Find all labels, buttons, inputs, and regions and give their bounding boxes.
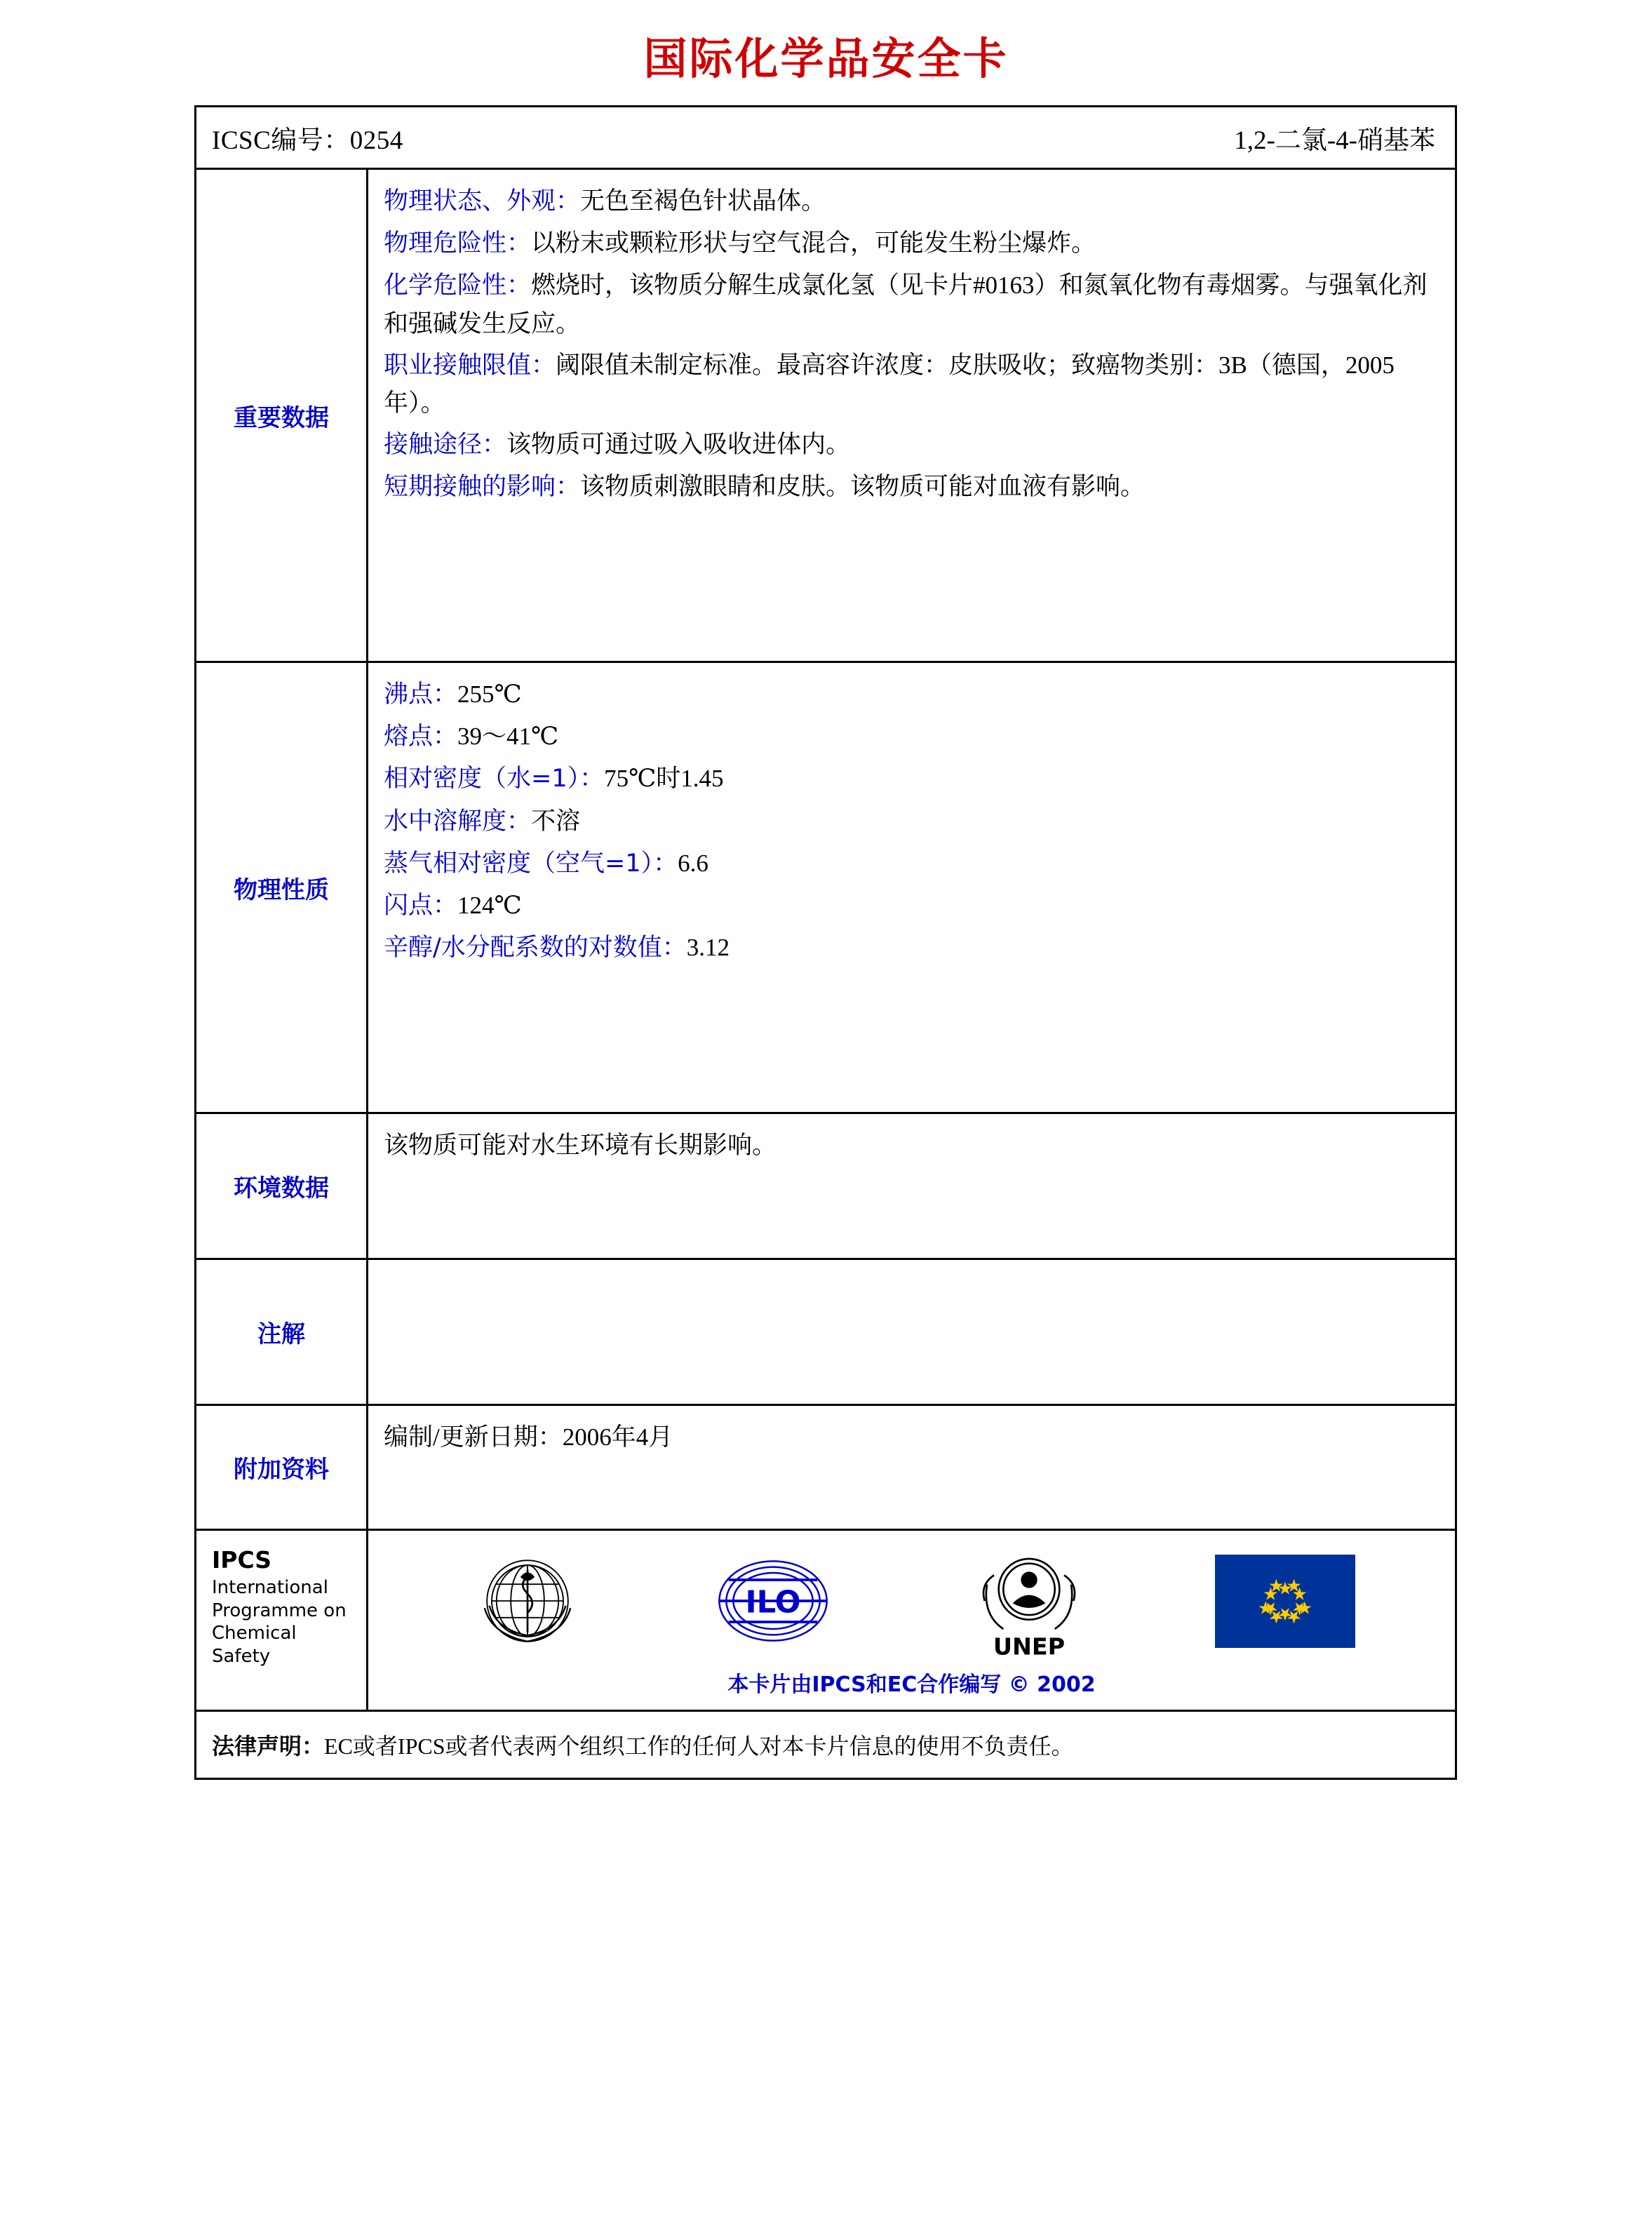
data-value: 燃烧时，该物质分解生成氯化氢（见卡片#0163）和氮氧化物有毒烟雾。与强氧化剂和强碱发生反应。 — [384, 271, 1428, 337]
data-key: 沸点： — [384, 680, 458, 709]
section-label-additional-info: 附加资料 — [196, 1406, 368, 1529]
data-line — [384, 468, 1437, 506]
data-value: 75℃时1.45 — [604, 765, 724, 793]
data-line — [384, 803, 1437, 840]
logos-block — [368, 1531, 1455, 1710]
data-line — [384, 929, 1437, 967]
data-value: 该物质刺激眼睛和皮肤。该物质可能对血液有影响。 — [580, 473, 1146, 501]
legal-notice-text: EC或者IPCS或者代表两个组织工作的任何人对本卡片信息的使用不负责任。 — [324, 1734, 1074, 1759]
section-content-environmental-data — [368, 1114, 1455, 1258]
data-key: 水中溶解度： — [384, 807, 532, 836]
ilo-logo-icon — [703, 1545, 843, 1657]
section-content-notes — [368, 1260, 1455, 1404]
section-content-additional-info — [368, 1406, 1455, 1529]
legal-notice-label: 法律声明： — [212, 1733, 325, 1759]
data-value: 255℃ — [457, 680, 522, 708]
data-line — [384, 887, 1437, 925]
data-key: 辛醇/水分配系数的对数值： — [384, 934, 687, 963]
data-value: 39～41℃ — [457, 723, 559, 751]
data-value: 编制/更新日期：2006年4月 — [384, 1423, 673, 1451]
data-line — [384, 845, 1437, 883]
icsc-card — [194, 105, 1457, 1780]
icsc-number-label: ICSC编号： — [212, 126, 350, 155]
substance-name: 1,2-二氯-4-硝基苯 — [1234, 126, 1435, 155]
icsc-number-value: 0254 — [349, 126, 403, 155]
data-line — [384, 426, 1437, 464]
data-value: 无色至褐色针状晶体。 — [580, 187, 826, 215]
data-line — [384, 182, 1437, 220]
page-title: 国际化学品安全卡 — [643, 33, 1009, 84]
section-physical-properties — [196, 663, 1455, 1114]
section-label-environmental-data: 环境数据 — [196, 1114, 368, 1258]
section-label-notes: 注解 — [196, 1260, 368, 1404]
data-key: 短期接触的影响： — [384, 473, 581, 502]
ipcs-block — [196, 1531, 368, 1710]
data-key: 蒸气相对密度（空气=1）： — [384, 849, 678, 878]
data-key: 化学危险性： — [384, 271, 532, 300]
data-line — [384, 718, 1437, 756]
section-important-data — [196, 170, 1455, 663]
ipcs-abbreviation: IPCS — [212, 1546, 272, 1574]
who-logo-icon — [468, 1541, 587, 1661]
data-value: 以粉末或颗粒形状与空气混合，可能发生粉尘爆炸。 — [531, 229, 1096, 257]
section-content-physical-properties — [368, 663, 1455, 1112]
data-line — [384, 347, 1437, 422]
data-key: 熔点： — [384, 723, 458, 751]
logos-strip — [368, 1538, 1455, 1664]
ipcs-full-name: International Programme on Chemical Safety — [212, 1577, 347, 1667]
data-value: 该物质可能对水生环境有长期影响。 — [384, 1132, 777, 1159]
data-key: 闪点： — [384, 891, 458, 920]
ilo-logo-text: ILO — [745, 1585, 801, 1621]
data-value: 124℃ — [457, 891, 522, 919]
data-value: 该物质可通过吸入吸收进体内。 — [506, 431, 851, 459]
data-key: 接触途径： — [384, 431, 507, 460]
data-key: 物理状态、外观： — [384, 187, 581, 215]
section-content-important-data — [368, 170, 1455, 661]
data-key: 相对密度（水=1）： — [384, 765, 605, 793]
data-line — [384, 676, 1437, 713]
data-value: 阈限值未制定标准。最高容许浓度：皮肤吸收；致癌物类别：3B（德国，2005年）。 — [384, 351, 1395, 417]
section-additional-info — [196, 1406, 1455, 1531]
data-line — [384, 267, 1437, 342]
data-value: 6.6 — [678, 849, 709, 877]
icsc-number-block — [196, 119, 403, 156]
data-value: 3.12 — [686, 934, 730, 962]
copyright-text: 本卡片由IPCS和EC合作编写 © 2002 — [727, 1672, 1096, 1697]
data-key: 物理危险性： — [384, 229, 532, 258]
card-header — [196, 107, 1455, 170]
data-line — [384, 224, 1437, 262]
card-footer — [196, 1531, 1455, 1712]
section-label-physical-properties: 物理性质 — [196, 663, 368, 1112]
section-environmental-data — [196, 1114, 1455, 1260]
eu-flag-icon — [1215, 1555, 1355, 1648]
section-notes — [196, 1260, 1455, 1406]
data-key: 职业接触限值： — [384, 351, 556, 380]
section-label-important-data: 重要数据 — [196, 170, 368, 661]
data-line — [384, 760, 1437, 798]
unep-logo-icon — [959, 1538, 1099, 1664]
unep-logo-text: UNEP — [993, 1632, 1065, 1661]
data-value: 不溶 — [531, 807, 581, 835]
legal-notice — [196, 1712, 1455, 1778]
